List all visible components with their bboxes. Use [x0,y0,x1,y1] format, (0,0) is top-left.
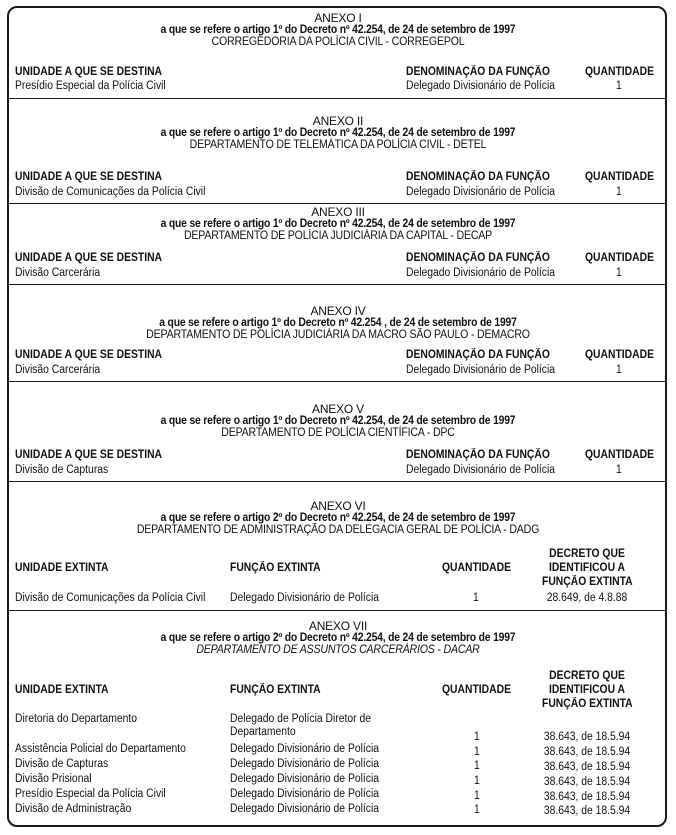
column-header-unit: UNIDADE EXTINTA [15,684,109,696]
section-divider [9,381,667,382]
annex-5 [9,403,667,487]
cell-decree: 38.643, de 18.5.94 [543,731,631,743]
column-header-unit: UNIDADE EXTINTA [15,562,109,574]
annex-reference: a que se refere o artigo 1º do Decreto nº 42.254 , de 24 de setembro de 1997 [159,317,517,329]
column-header-function: DENOMINAÇÃO DA FUNÇÃO [406,252,550,264]
annex-1 [9,12,667,100]
annex-department: DEPARTAMENTO DE POLÍCIA JUDICIÁRIA DA CAPITAL - DECAP [183,230,493,242]
annex-header [9,500,667,536]
annex-2 [9,115,667,205]
column-header-quantity: QUANTIDADE [585,252,655,264]
cell-quantity: 1 [616,364,622,376]
cell-quantity: 1 [616,267,622,279]
cell-quantity: 1 [474,731,480,743]
section-divider [9,203,667,204]
cell-function-continued: Departamento [230,726,296,738]
column-header-function: FUNÇÃO EXTINTA [230,562,321,574]
annex-title: ANEXO IV [310,304,366,318]
cell-function: Delegado Divisionário de Polícia [230,803,380,815]
section-divider [9,98,667,99]
annex-header [9,620,667,656]
annex-title: ANEXO V [312,402,364,416]
column-header-function: DENOMINAÇÃO DA FUNÇÃO [406,449,550,461]
cell-unit: Divisão Carcerária [15,364,101,376]
column-header-decree-line1: DECRETO QUE [549,548,625,560]
annex-7 [9,620,667,820]
annex-6 [9,500,667,612]
column-header-decree-line2: IDENTIFICOU A [548,562,626,574]
annex-reference: a que se refere o artigo 1º do Decreto nº 42.254, de 24 de setembro de 1997 [160,415,516,427]
column-header-function: DENOMINAÇÃO DA FUNÇÃO [406,349,550,361]
column-header-unit: UNIDADE A QUE SE DESTINA [15,252,163,264]
cell-function: Delegado Divisionário de Polícia [406,364,556,376]
section-divider [9,284,667,285]
column-header-unit: UNIDADE A QUE SE DESTINA [15,66,163,78]
cell-unit: Presídio Especial da Polícia Civil [15,788,166,800]
cell-decree: 28.649, de 4.8.88 [546,592,628,604]
annex-3 [9,206,667,286]
annex-title: ANEXO VII [308,619,368,633]
cell-function: Delegado Divisionário de Polícia [230,773,380,785]
cell-unit: Divisão de Capturas [15,758,109,770]
annex-title: ANEXO I [314,11,362,25]
cell-function: Delegado Divisionário de Polícia [230,758,380,770]
annex-department: DEPARTAMENTO DE POLÍCIA CIENTÍFICA - DPC [221,427,455,439]
cell-decree: 38.643, de 18.5.94 [543,791,631,803]
annex-header [9,305,667,341]
annex-header [9,403,667,439]
cell-function: Delegado Divisionário de Polícia [230,743,380,755]
cell-quantity: 1 [616,186,622,198]
cell-unit: Divisão de Administração [15,803,132,815]
annex-reference: a que se refere o artigo 1º do Decreto nº 42.254, de 24 de setembro de 1997 [160,218,516,230]
column-header-unit: UNIDADE A QUE SE DESTINA [15,171,163,183]
annex-department: DEPARTAMENTO DE ASSUNTOS CARCERÁRIOS - DACAR [196,644,480,656]
annex-reference: a que se refere o artigo 2º do Decreto nº 42.254, de 24 de setembro de 1997 [160,632,516,644]
cell-unit: Divisão Carcerária [15,267,101,279]
annex-title: ANEXO II [312,114,364,128]
cell-decree: 38.643, de 18.5.94 [543,746,631,758]
column-header-decree-line3: FUNÇÃO EXTINTA [542,698,633,710]
column-header-quantity: QUANTIDADE [585,171,655,183]
column-header-quantity: QUANTIDADE [585,66,655,78]
section-divider [9,481,667,482]
annex-department: DEPARTAMENTO DE POLÍCIA JUDICIÁRIA DA MACRO SÃO PAULO - DEMACRO [146,329,530,341]
column-header-decree-line2: IDENTIFICOU A [548,684,626,696]
annex-department: CORREGEDORIA DA POLÍCIA CIVIL - CORREGEPOL [211,36,465,48]
cell-quantity: 1 [474,804,480,816]
cell-function: Delegado de Polícia Diretor de [230,713,371,725]
annex-reference: a que se refere o artigo 1º do Decreto nº 42.254, de 24 de setembro de 1997 [160,24,516,36]
annex-reference: a que se refere o artigo 2º do Decreto nº 42.254, de 24 de setembro de 1997 [160,512,516,524]
cell-decree: 38.643, de 18.5.94 [543,805,631,817]
annex-department: DEPARTAMENTO DE TELEMÁTICA DA POLÍCIA CIVIL - DETEL [189,139,487,151]
column-header-decree-line1: DECRETO QUE [549,670,625,682]
cell-quantity: 1 [474,746,480,758]
column-header-unit: UNIDADE A QUE SE DESTINA [15,349,163,361]
cell-quantity: 1 [616,464,622,476]
cell-quantity: 1 [474,775,480,787]
section-divider [9,610,667,611]
column-header-quantity: QUANTIDADE [585,449,655,461]
cell-function: Delegado Divisionário de Polícia [406,464,556,476]
column-header-decree-line3: FUNÇÃO EXTINTA [542,576,633,588]
cell-unit: Divisão Prisional [15,773,92,785]
column-header-unit: UNIDADE A QUE SE DESTINA [15,449,163,461]
annex-header [9,206,667,242]
cell-function: Delegado Divisionário de Polícia [406,80,556,92]
cell-function: Delegado Divisionário de Polícia [406,267,556,279]
cell-decree: 38.643, de 18.5.94 [543,761,631,773]
column-header-quantity: QUANTIDADE [442,562,512,574]
cell-unit: Assistência Policial do Departamento [15,743,186,755]
annex-title: ANEXO III [311,205,365,219]
cell-unit: Divisão de Comunicações da Polícia Civil [15,592,206,604]
column-header-quantity: QUANTIDADE [585,349,655,361]
cell-function: Delegado Divisionário de Polícia [406,186,556,198]
cell-decree: 38.643, de 18.5.94 [543,776,631,788]
column-header-quantity: QUANTIDADE [442,684,512,696]
annex-title: ANEXO VI [310,499,366,513]
cell-unit: Divisão de Capturas [15,464,109,476]
annex-header [9,12,667,48]
cell-unit: Diretoria do Departamento [15,713,137,725]
cell-function: Delegado Divisionário de Polícia [230,592,380,604]
annex-4 [9,305,667,385]
cell-unit: Divisão de Comunicações da Polícia Civil [15,186,206,198]
column-header-function: DENOMINAÇÃO DA FUNÇÃO [406,171,550,183]
cell-function: Delegado Divisionário de Polícia [230,788,380,800]
cell-quantity: 1 [616,80,622,92]
column-header-function: DENOMINAÇÃO DA FUNÇÃO [406,66,550,78]
cell-unit: Presídio Especial da Polícia Civil [15,80,166,92]
cell-quantity: 1 [474,790,480,802]
cell-quantity: 1 [473,592,479,604]
annex-reference: a que se refere o artigo 1º do Decreto nº 42.254, de 24 de setembro de 1997 [160,127,516,139]
cell-quantity: 1 [474,760,480,772]
column-header-function: FUNÇÃO EXTINTA [230,684,321,696]
annex-department: DEPARTAMENTO DE ADMINISTRAÇÃO DA DELEGACIA GERAL DE POLÍCIA - DADG [136,524,540,536]
annex-header [9,115,667,151]
